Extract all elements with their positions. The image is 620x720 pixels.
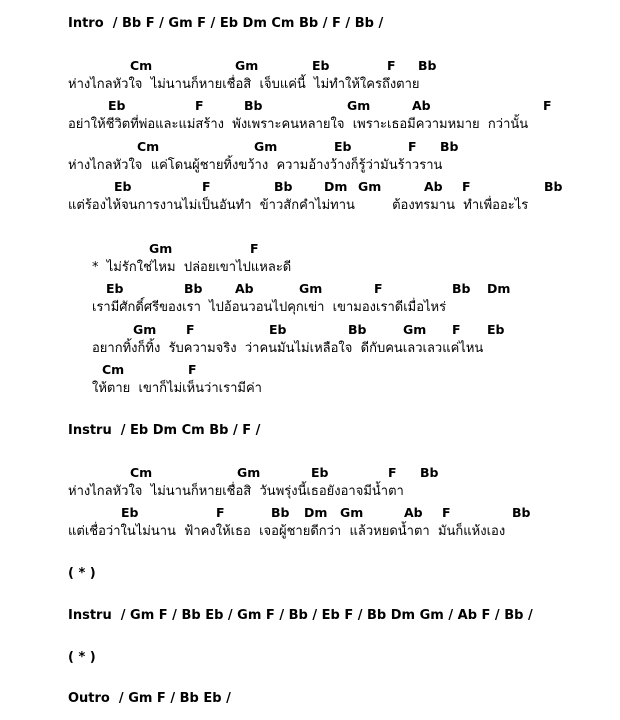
chorus-chord-row-4 — [0, 362, 620, 378]
chord: Gm — [403, 322, 427, 337]
verse2-lyric-2: แต่เชื่อว่าในไม่นาน ฟ้าคงให้เธอ เจอผู้ชายดีกว่า แล้วหยดน้ำตา มันก็แห้งเอง — [68, 524, 506, 539]
chord: Bb — [544, 179, 563, 194]
chord: Eb — [487, 322, 505, 337]
chord: F — [195, 98, 204, 113]
verse1-chord-row-2 — [0, 98, 620, 114]
chord: Bb — [274, 179, 293, 194]
chord: Ab — [424, 179, 443, 194]
chord: Eb — [108, 98, 126, 113]
chord: F — [452, 322, 461, 337]
chord: F — [388, 465, 397, 480]
chord: Bb — [420, 465, 439, 480]
chord: Bb — [452, 281, 471, 296]
chorus-lyric-4: ให้ตาย เขาก็ไม่เห็นว่าเรามีค่า — [92, 381, 262, 396]
chord: Dm — [487, 281, 511, 296]
chord: F — [374, 281, 383, 296]
chord: F — [543, 98, 552, 113]
chorus-lyric-3: อยากทิ้งก็ทิ้ง รับความจริง ว่าคนมันไม่เหลือใจ ดีกับคนเลวเลวแค่ไหน — [92, 341, 484, 356]
chord: Gm — [235, 58, 259, 73]
verse1-lyric-4: แต่ร้องไห้จนการงานไม่เป็นอันทำ ข้าวสักคำไม่ทาน ต้องทรมาน ทำเพื่ออะไร — [68, 198, 529, 213]
verse1-chord-row-1 — [0, 58, 620, 74]
chord: F — [202, 179, 211, 194]
chord: Bb — [418, 58, 437, 73]
chord: F — [442, 505, 451, 520]
chord: Eb — [114, 179, 132, 194]
chord: Gm — [133, 322, 157, 337]
verse1-lyric-1: ห่างไกลหัวใจ ไม่นานก็หายเชื่อสิ เจ็บแค่นี้ ไม่ทำให้ใครถึงตาย — [68, 77, 420, 92]
chord: Eb — [311, 465, 329, 480]
chord: Bb — [271, 505, 290, 520]
chord: Cm — [137, 139, 160, 154]
chorus-repeat-marker-1: ( * ) — [68, 566, 96, 581]
chord: F — [186, 322, 195, 337]
chord: Eb — [334, 139, 352, 154]
instrumental-line-2: Instru / Gm F / Bb Eb / Gm F / Bb / Eb F / Bb Dm Gm / Ab F / Bb / — [68, 608, 533, 623]
chord: Gm — [149, 241, 173, 256]
chord: Bb — [512, 505, 531, 520]
chord: Dm — [304, 505, 328, 520]
chord: Eb — [269, 322, 287, 337]
chord: Gm — [358, 179, 382, 194]
outro-line: Outro / Gm F / Bb Eb / — [68, 691, 231, 706]
chord: Dm — [324, 179, 348, 194]
chord: F — [216, 505, 225, 520]
chorus-lyric-1: * ไม่รักใช่ไหม ปล่อยเขาไปแหละดี — [92, 260, 292, 275]
chord: F — [408, 139, 417, 154]
verse1-chord-row-3 — [0, 139, 620, 155]
chord: F — [188, 362, 197, 377]
chord: Gm — [347, 98, 371, 113]
verse2-chord-row-2 — [0, 505, 620, 521]
chorus-chord-row-2 — [0, 281, 620, 297]
chord: Eb — [106, 281, 124, 296]
chord: Gm — [299, 281, 323, 296]
chord: Gm — [340, 505, 364, 520]
chord: Ab — [412, 98, 431, 113]
chord: F — [250, 241, 259, 256]
chord: Eb — [312, 58, 330, 73]
chord: Eb — [121, 505, 139, 520]
chord: Cm — [130, 465, 153, 480]
verse1-chord-row-4 — [0, 179, 620, 195]
chord: Ab — [235, 281, 254, 296]
verse2-lyric-1: ห่างไกลหัวใจ ไม่นานก็หายเชื่อสิ วันพรุ่งนี้เธอยังอาจมีน้ำตา — [68, 484, 404, 499]
intro-line: Intro / Bb F / Gm F / Eb Dm Cm Bb / F / Bb / — [68, 16, 384, 31]
verse1-lyric-3: ห่างไกลหัวใจ แค่โดนผู้ชายทิ้งขว้าง ความอ้างว้างก็รู้ว่ามันร้าวราน — [68, 158, 443, 173]
chord: Bb — [184, 281, 203, 296]
verse1-lyric-2: อย่าให้ชีวิตที่พ่อและแม่สร้าง พังเพราะคนหลายใจ เพราะเธอมีความหมาย กว่านั้น — [68, 117, 529, 132]
chord: Gm — [237, 465, 261, 480]
chord: Bb — [348, 322, 367, 337]
chord: F — [387, 58, 396, 73]
chord: Gm — [254, 139, 278, 154]
chord: Cm — [102, 362, 125, 377]
chord: Bb — [244, 98, 263, 113]
chorus-chord-row-3 — [0, 322, 620, 338]
chord: Bb — [440, 139, 459, 154]
instrumental-line-1: Instru / Eb Dm Cm Bb / F / — [68, 423, 261, 438]
chord: Ab — [404, 505, 423, 520]
chorus-lyric-2: เรามีศักดิ์ศรีของเรา ไปอ้อนวอนไปคุกเข่า เขามองเราดีเมื่อไหร่ — [92, 300, 447, 315]
verse2-chord-row-1 — [0, 465, 620, 481]
chord: Cm — [130, 58, 153, 73]
chord: F — [462, 179, 471, 194]
chorus-repeat-marker-2: ( * ) — [68, 650, 96, 665]
chorus-chord-row-1 — [0, 241, 620, 257]
